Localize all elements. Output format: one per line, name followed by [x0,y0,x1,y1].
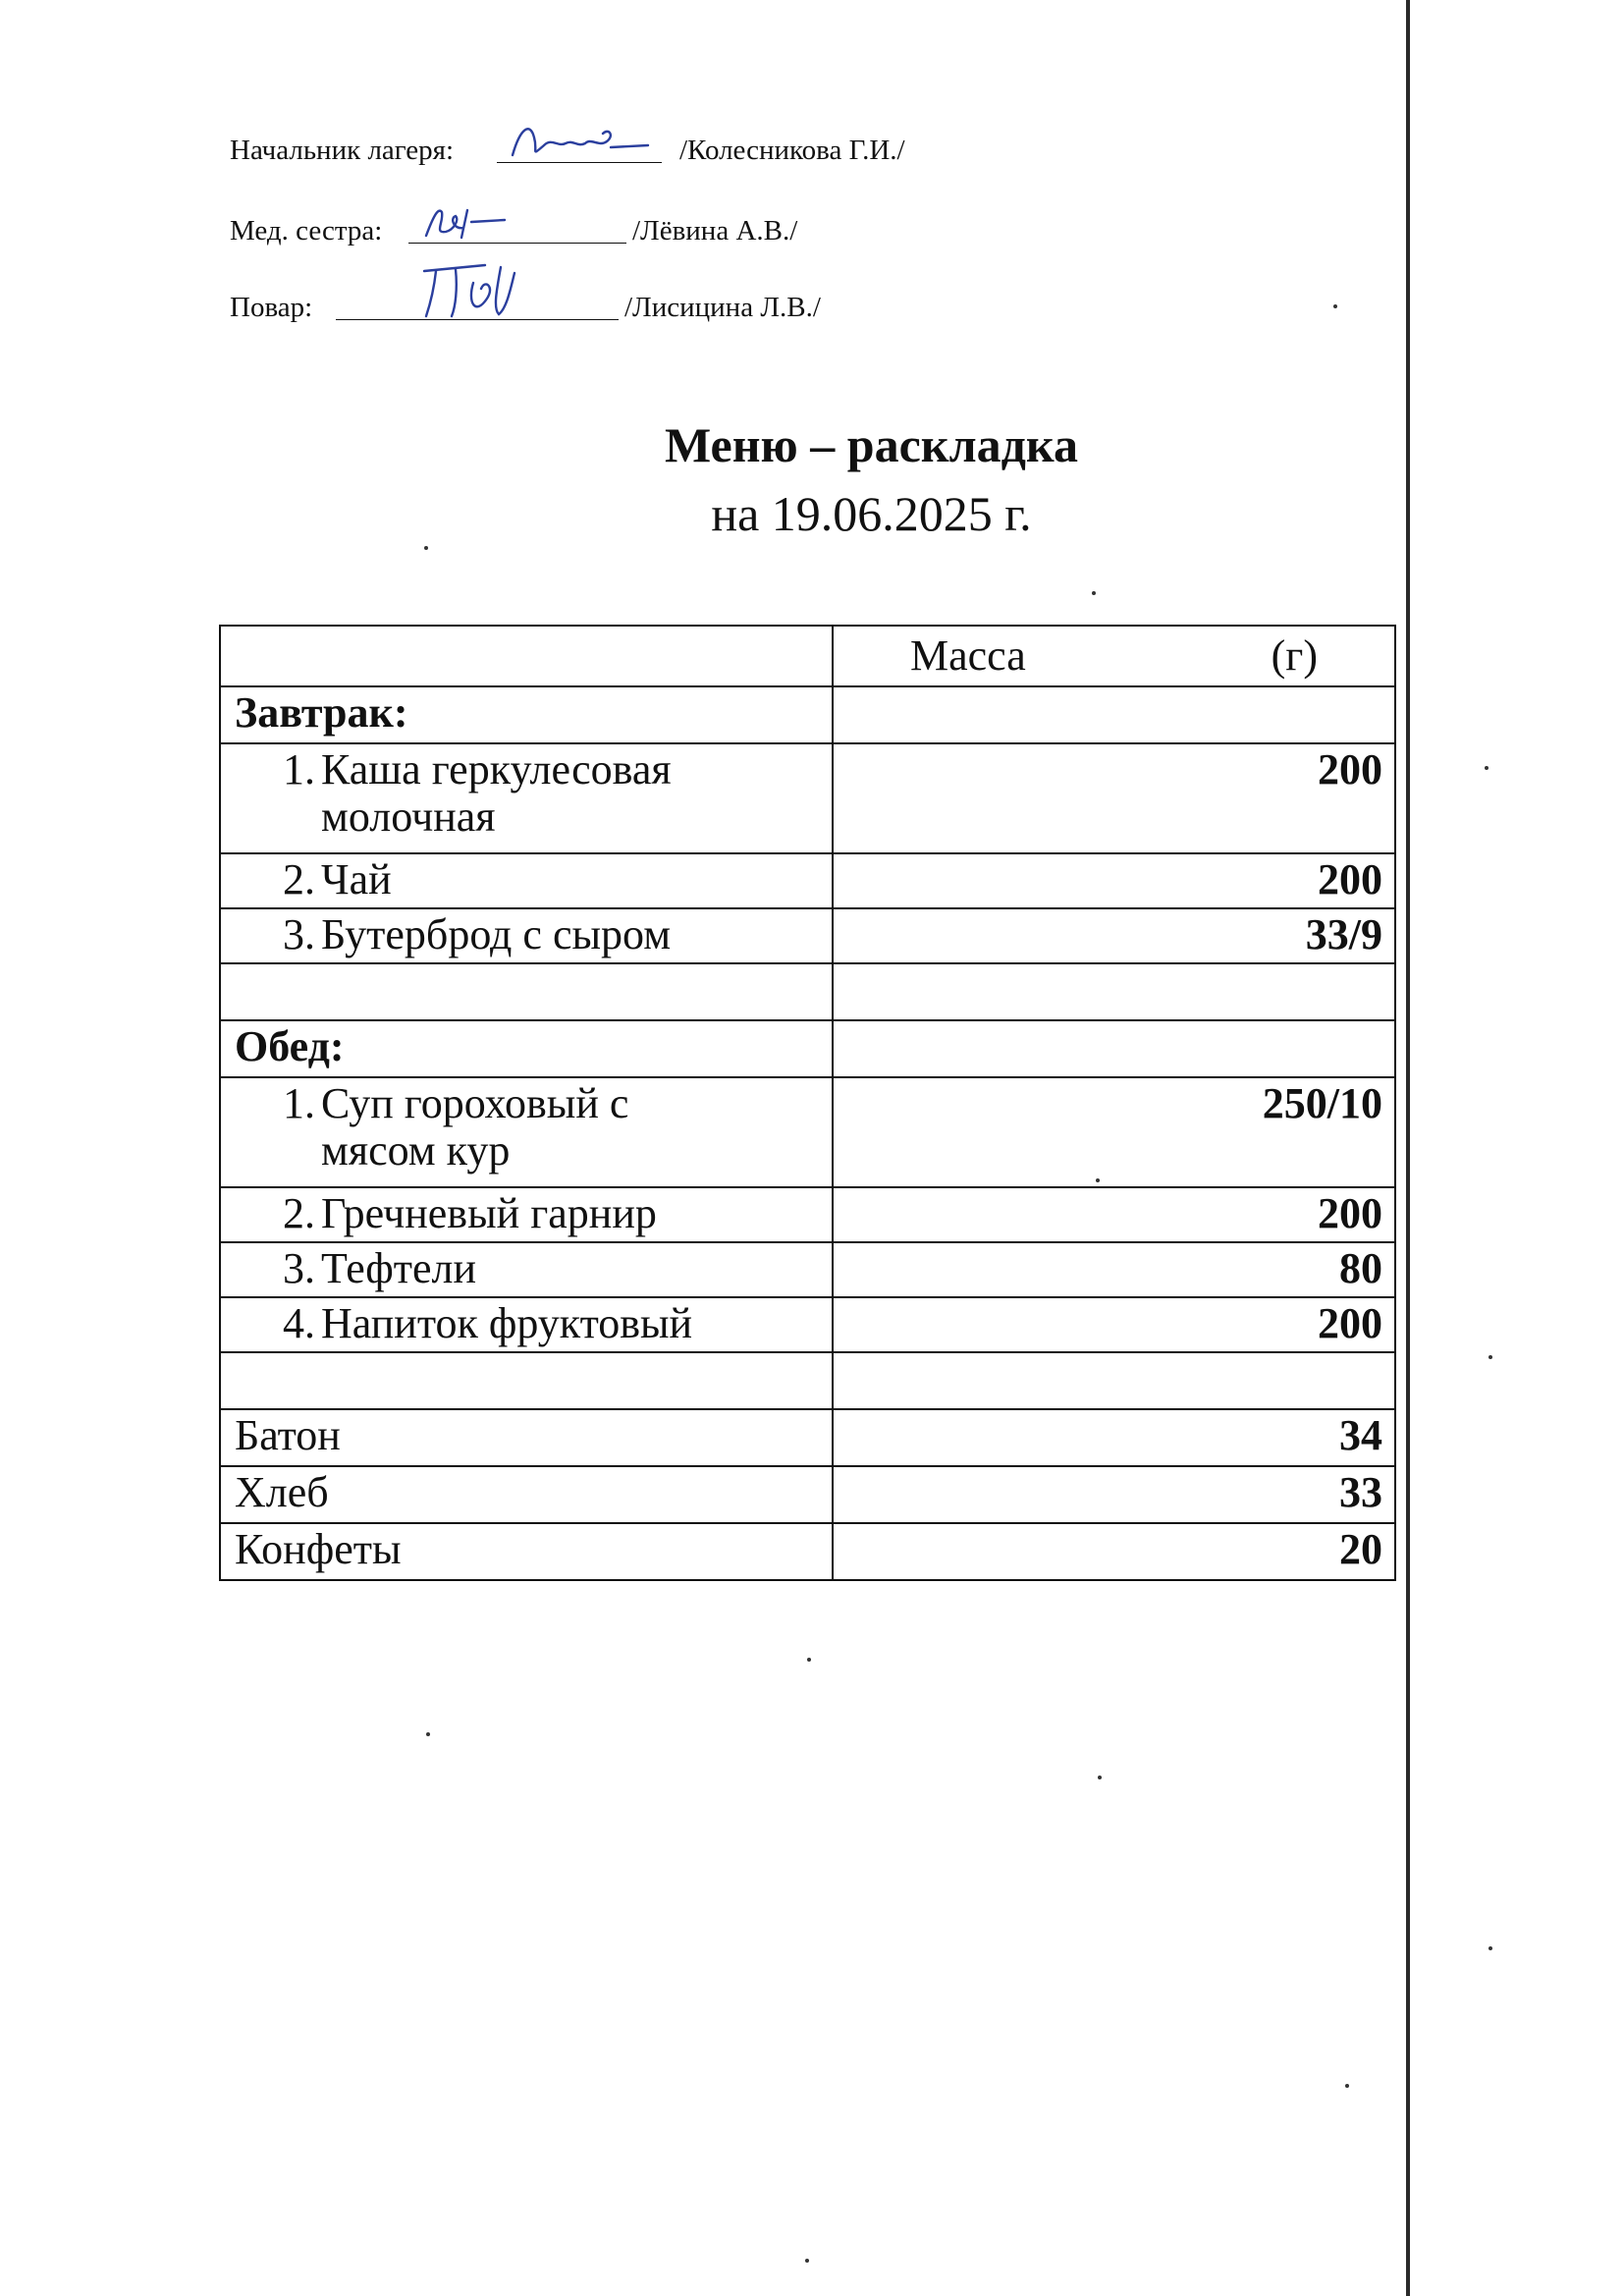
item-mass: 80 [833,1242,1395,1297]
extra-item-mass: 20 [833,1523,1395,1580]
extra-item-mass: 33 [833,1466,1395,1523]
table-row [220,1297,1395,1352]
item-name: Чай [321,855,392,903]
scan-speck [1096,1178,1100,1182]
extra-item-name: Батон [220,1409,833,1466]
table-row [220,1187,1395,1242]
section-row-breakfast [220,686,1395,743]
signature-label: Повар: [230,292,313,323]
extra-item-name: Хлеб [220,1466,833,1523]
item-name: Бутерброд с сыром [321,910,672,958]
item-number: 1. [283,1079,315,1127]
handwritten-signature [416,259,554,322]
signature-name: /Лисицина Л.В./ [624,292,821,323]
item-name: Напиток фруктовый [321,1299,693,1347]
item-number: 1. [283,745,315,793]
signature-label: Мед. сестра: [230,215,383,246]
header-unit-label: (г) [1271,631,1318,680]
empty-row [220,963,1395,1020]
handwritten-signature [501,118,658,165]
scan-speck [1489,1946,1492,1950]
table-row [220,1077,1395,1187]
signature-name: /Лёвина А.В./ [632,215,798,246]
item-number: 3. [283,1244,315,1292]
item-name: Тефтели [321,1244,477,1292]
table-row [220,908,1395,963]
scan-speck [426,1732,430,1736]
item-number: 3. [283,910,315,958]
document-title: Меню – раскладка [665,417,1078,472]
section-label: Завтрак: [220,686,833,743]
table-row [220,1242,1395,1297]
item-mass: 200 [833,1187,1395,1242]
scan-speck [1345,2084,1349,2088]
table-row [220,1466,1395,1523]
signature-label: Начальник лагеря: [230,135,455,166]
item-name: Гречневый гарнир [321,1189,657,1237]
header-mass-cell [833,626,1395,686]
scan-speck [807,1658,811,1662]
empty-row [220,1352,1395,1409]
scan-speck [1485,766,1489,770]
scan-speck [805,2259,809,2263]
scan-speck [1489,1355,1492,1359]
item-mass: 200 [833,1297,1395,1352]
document-date: на 19.06.2025 г. [711,486,1032,541]
section-row-lunch [220,1020,1395,1077]
signature-name: /Колесникова Г.И./ [679,135,905,166]
item-number: 4. [283,1299,315,1347]
extra-item-mass: 34 [833,1409,1395,1466]
handwritten-signature [416,198,524,246]
item-mass: 200 [833,743,1395,853]
header-mass-label: Масса [910,631,1026,680]
item-name: Суп гороховый с мясом кур [321,1079,629,1175]
item-mass: 200 [833,853,1395,908]
item-number: 2. [283,855,315,903]
scan-edge-line [1406,0,1410,2296]
scan-speck [1098,1776,1102,1779]
table-row [220,743,1395,853]
menu-table [219,625,1396,1581]
table-row [220,1409,1395,1466]
item-mass: 250/10 [833,1077,1395,1187]
table-header-row [220,626,1395,686]
table-row [220,1523,1395,1580]
item-mass: 33/9 [833,908,1395,963]
table-row [220,853,1395,908]
scan-speck [1333,304,1337,308]
section-label: Обед: [220,1020,833,1077]
scan-speck [424,546,428,550]
header-empty-cell [220,626,833,686]
extra-item-name: Конфеты [220,1523,833,1580]
item-number: 2. [283,1189,315,1237]
scan-speck [1092,591,1096,595]
item-name: Каша геркулесовая молочная [321,745,672,841]
